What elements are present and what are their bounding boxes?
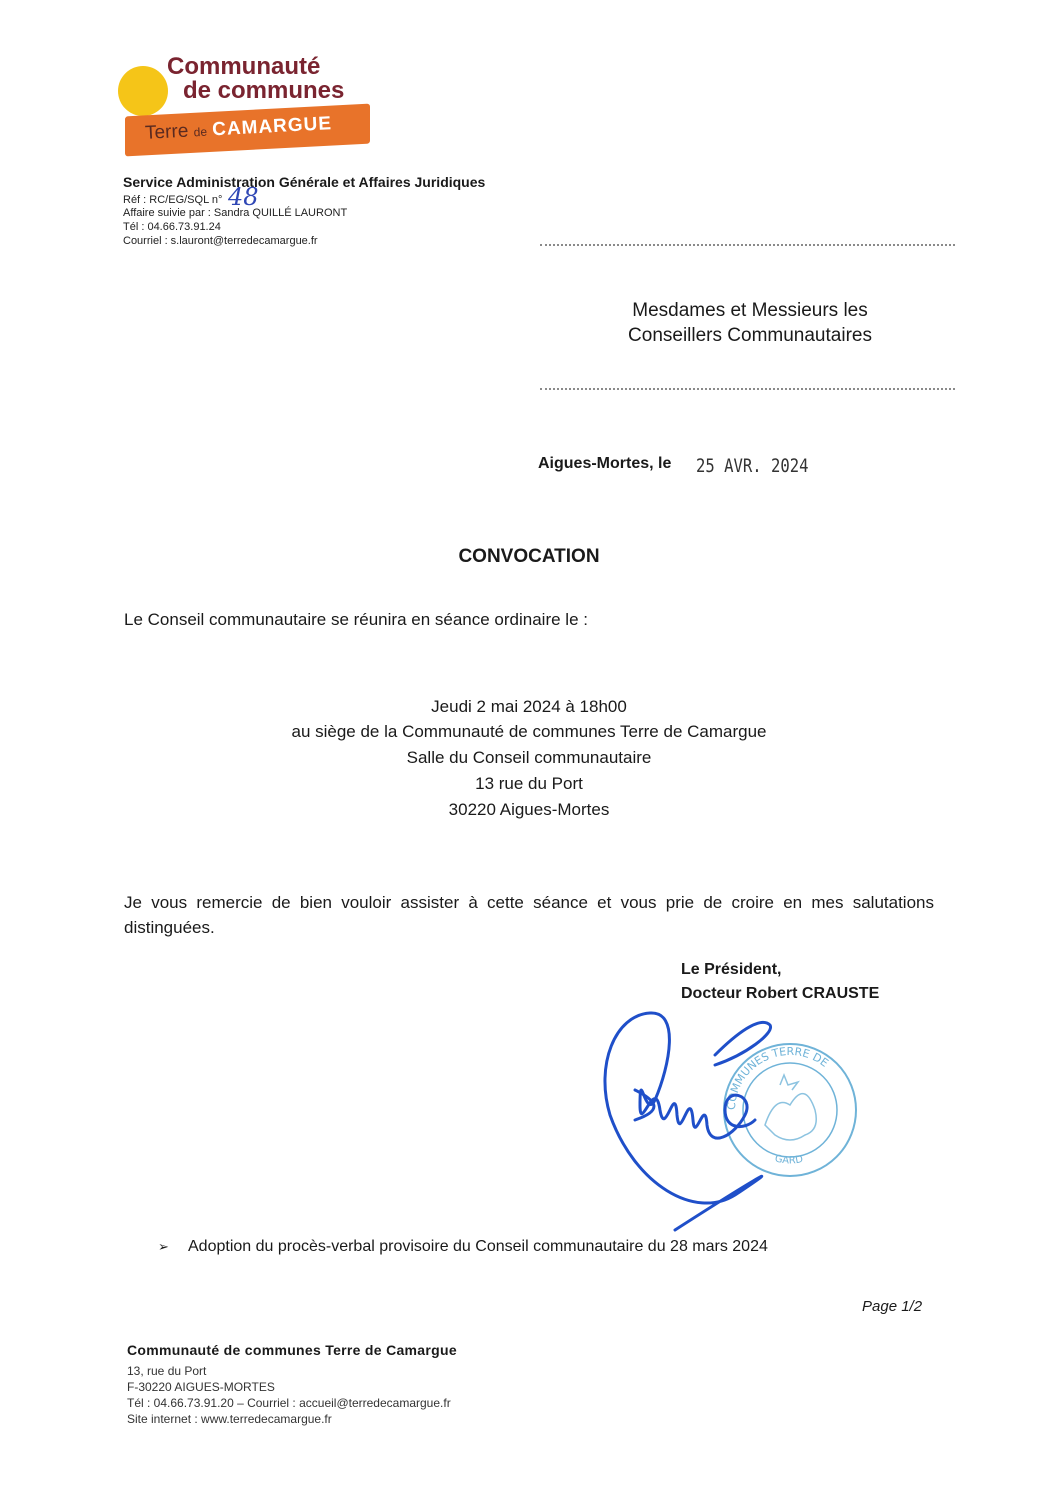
addressee-line-2: Conseillers Communautaires	[628, 325, 872, 346]
signatory-role: Le Président,	[681, 961, 782, 978]
reference-number-handwritten: 48	[228, 183, 259, 211]
signatory-block	[681, 958, 879, 1006]
seal-text-bottom: GARD	[773, 1153, 804, 1167]
page-number: Page 1/2	[862, 1298, 923, 1315]
addressee-line-1: Mesdames et Messieurs les	[632, 300, 868, 321]
meeting-city: 30220 Aigues-Mortes	[448, 800, 610, 819]
followed-by-line: Affaire suivie par : Sandra QUILLÉ LAURONT	[123, 207, 348, 219]
addressee-block	[540, 298, 960, 348]
agenda-item	[158, 1238, 768, 1256]
logo-band-de: de	[193, 124, 208, 140]
date-stamp: 25 AVR. 2024	[696, 455, 809, 477]
meeting-street: 13 rue du Port	[475, 774, 583, 793]
footer-contact: Tél : 04.66.73.91.20 – Courriel : accueil@terredecamargue.fr	[127, 1396, 451, 1410]
agenda-item-text: Adoption du procès-verbal provisoire du Conseil communautaire du 28 mars 2024	[188, 1238, 768, 1255]
signatory-name: Docteur Robert CRAUSTE	[681, 985, 880, 1002]
bullet-arrow-icon: ➢	[158, 1239, 169, 1254]
address-divider-top	[540, 244, 955, 246]
svg-text:GARD	[774, 1153, 805, 1166]
service-name: Service Administration Générale et Affaires Juridiques	[123, 174, 486, 190]
meeting-datetime: Jeudi 2 mai 2024 à 18h00	[431, 697, 627, 716]
closing-text: Je vous remercie de bien vouloir assister à cette séance et vous prie de croire en mes salutations distinguées.	[124, 893, 934, 937]
footer-street: 13, rue du Port	[127, 1364, 207, 1378]
logo-line-2: de communes	[183, 77, 345, 104]
meeting-location: au siège de la Communauté de communes Terre de Camargue	[291, 722, 767, 741]
organization-logo	[115, 48, 375, 158]
handwritten-signature	[605, 1013, 771, 1230]
logo-line-1: Communauté	[167, 53, 321, 80]
logo-band-terre: Terre	[144, 120, 189, 144]
phone-line: Tél : 04.66.73.91.24	[123, 221, 221, 233]
document-title: CONVOCATION	[458, 546, 600, 567]
meeting-room: Salle du Conseil communautaire	[406, 748, 652, 767]
intro-text: Le Conseil communautaire se réunira en séance ordinaire le :	[124, 610, 588, 629]
address-divider-bottom	[540, 388, 955, 390]
footer-city: F-30220 AIGUES-MORTES	[127, 1380, 275, 1394]
logo-sun-icon	[118, 66, 168, 116]
official-seal	[724, 1044, 856, 1176]
logo-band-camargue: CAMARGUE	[211, 113, 333, 141]
seal-text-top: COMMUNES TERRE DE	[724, 1044, 831, 1111]
signature-and-seal	[595, 1005, 865, 1235]
reference-line: Réf : RC/EG/SQL n°	[123, 194, 223, 206]
footer-organization: Communauté de communes Terre de Camargue	[127, 1342, 457, 1358]
footer-website: Site internet : www.terredecamargue.fr	[127, 1412, 332, 1426]
email-line: Courriel : s.lauront@terredecamargue.fr	[123, 235, 318, 247]
date-place: Aigues-Mortes, le	[538, 455, 672, 472]
